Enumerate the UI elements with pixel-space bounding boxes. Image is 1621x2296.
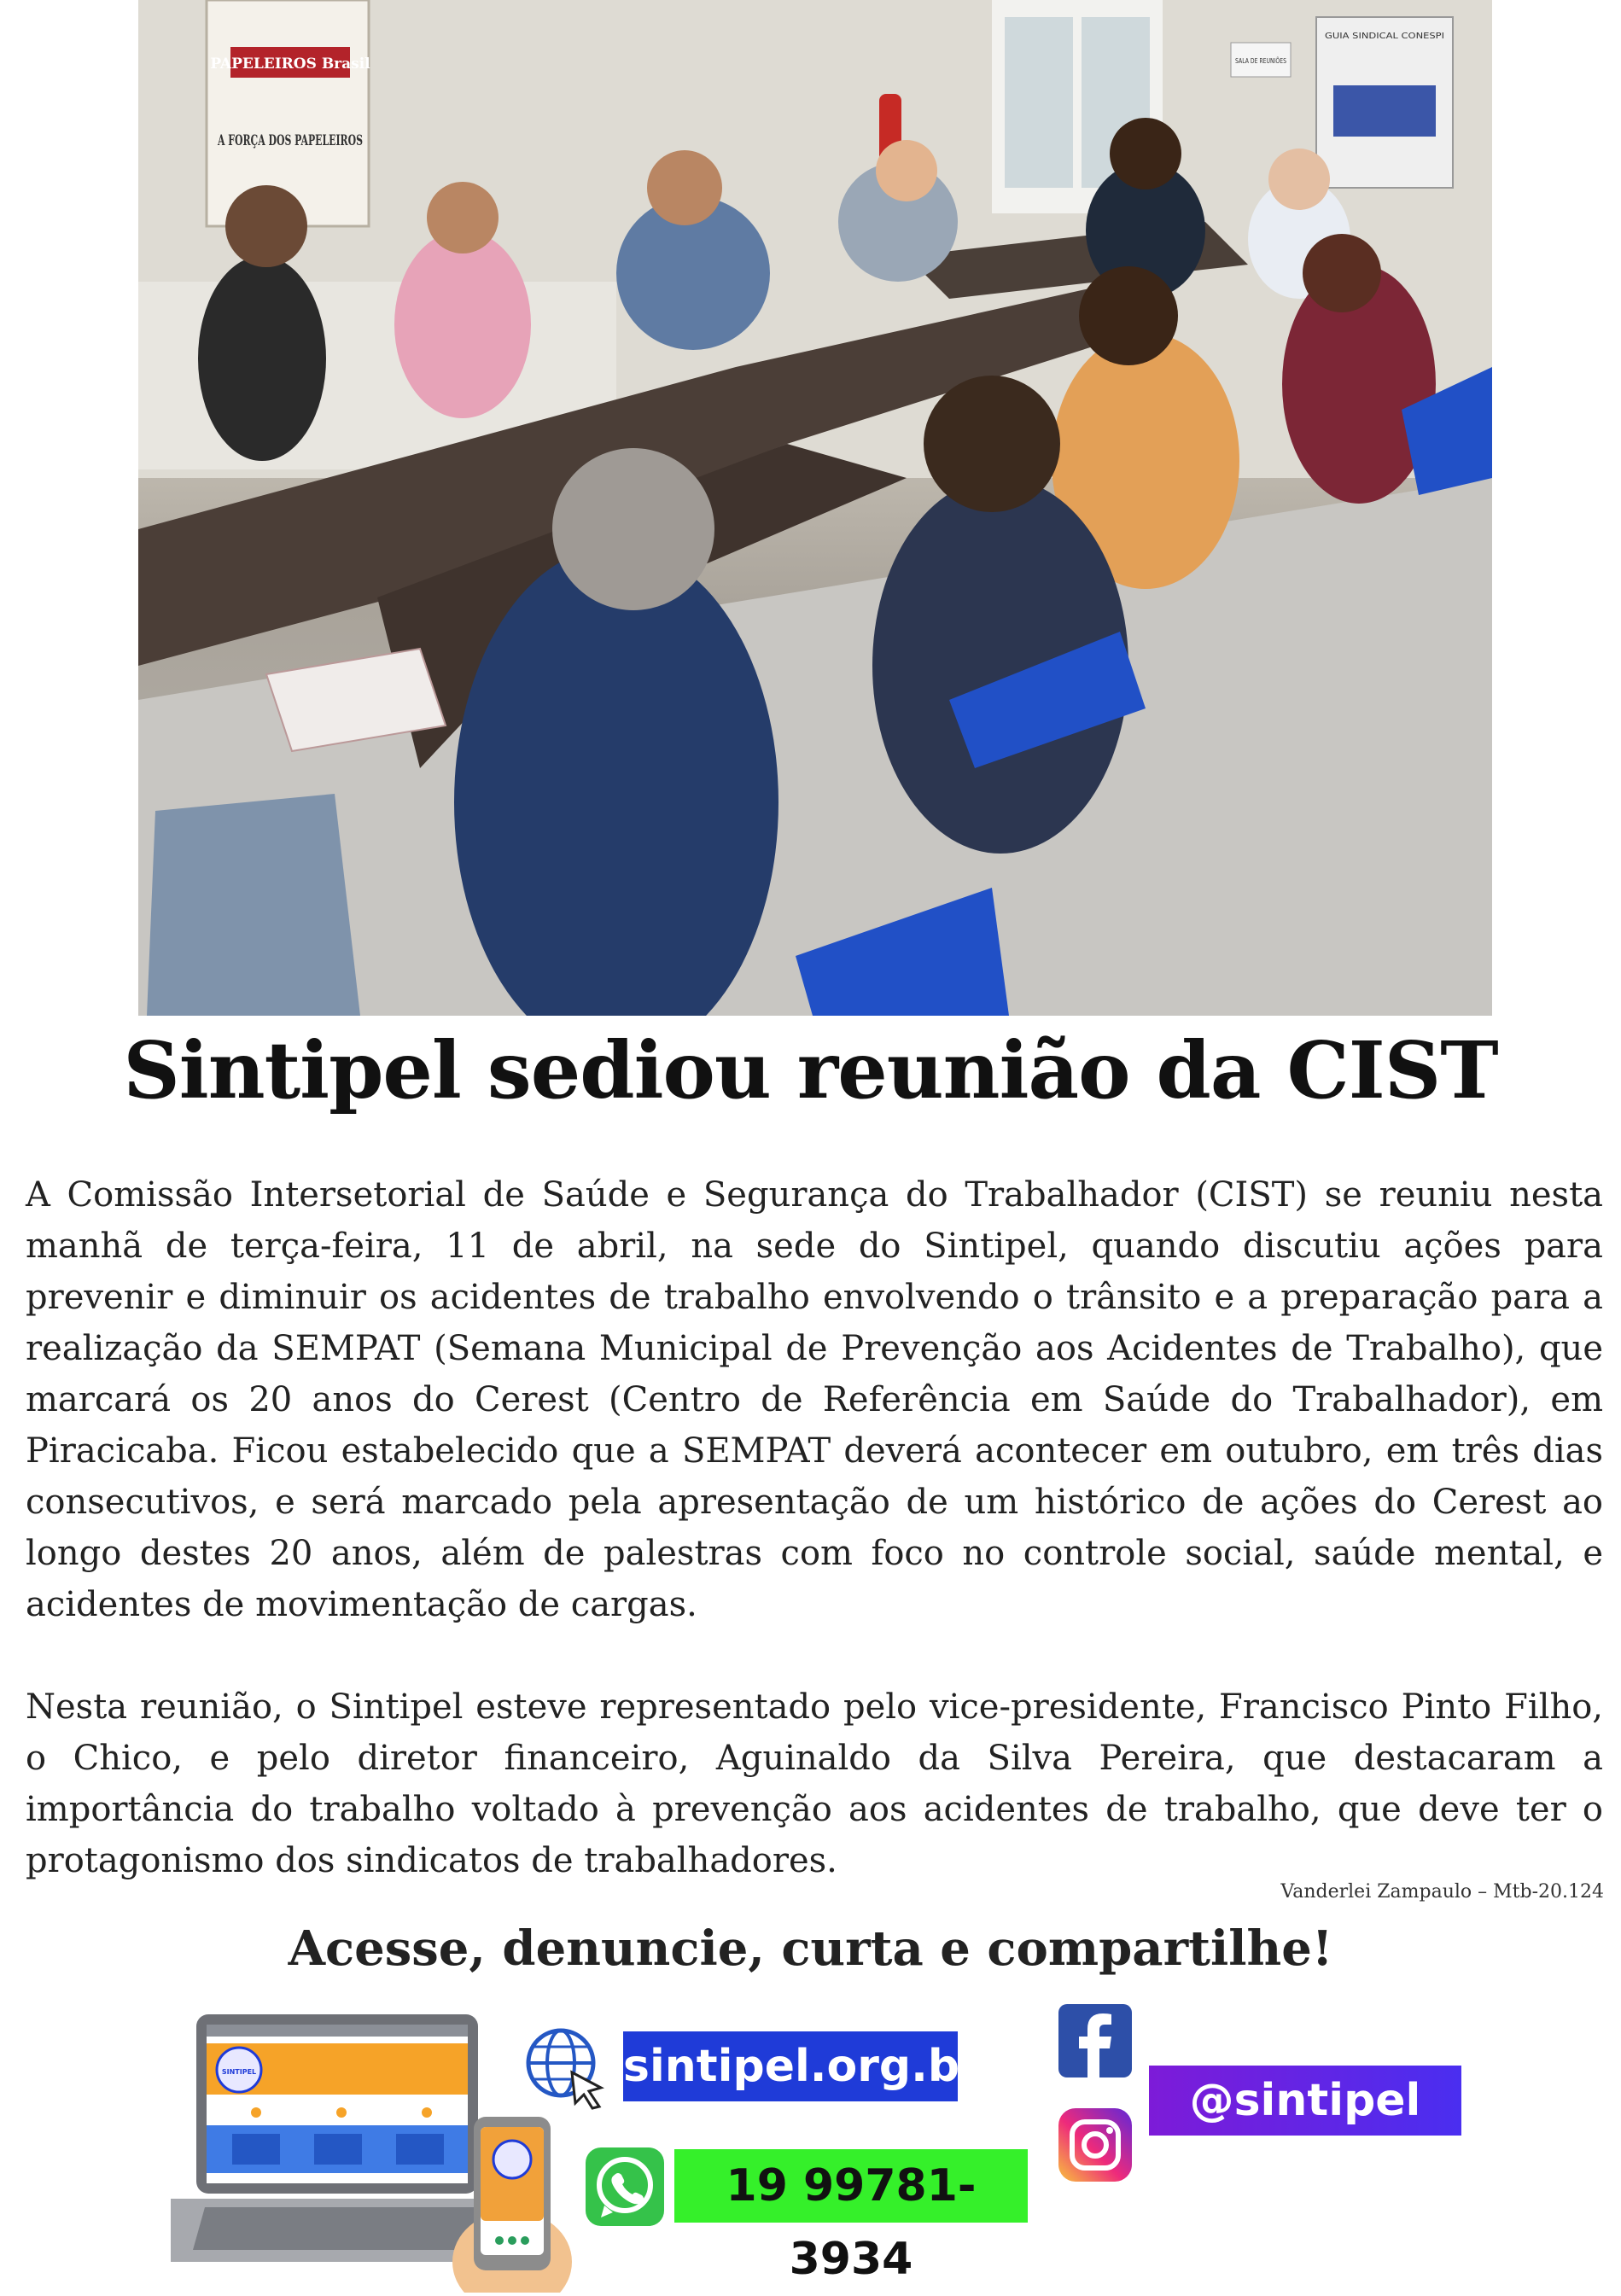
- guide-poster: [1316, 17, 1453, 188]
- article-headline: Sintipel sediou reunião da CIST: [123, 1024, 1498, 1116]
- social-handle[interactable]: @sintipel: [1149, 2066, 1461, 2136]
- meeting-photo-illustration: [138, 0, 1492, 1016]
- banner-slogan: A FORÇA DOS PAPELEIROS: [217, 132, 363, 149]
- article-body: [26, 1169, 1603, 1938]
- wall-sign: SALA DE REUNIÕES: [1235, 57, 1303, 65]
- website-link[interactable]: sintipel.org.br: [623, 2031, 958, 2101]
- poster-title: GUIA SINDICAL CONESPI: [1325, 32, 1444, 41]
- article-paragraph: A Comissão Intersetorial de Saúde e Segurança do Trabalhador (CIST) se reuniu nesta manhã de terça-feira, 11 de abril, na sede do Sintipel, quando discutiu ações para prevenir e diminuir os acidentes de trabalho envolvendo o trânsito e a preparação para a realização da SEMPAT (Semana Municipal de Prevenção aos Acidentes de Trabalho), que marcará os 20 anos do Cerest (Centro de Referência em Saúde do Trabalhador), em Piracicaba. Ficou estabelecido que a SEMPAT deverá acontecer em outubro, em três dias consecutivos, e será marcado pela apresentação de um histórico de ações do Cerest ao longo destes 20 anos, além de palestras com foco no controle social, saúde mental, e acidentes de movimentação de cargas.: [26, 1175, 1603, 1624]
- call-to-action: Acesse, denuncie, curta e compartilhe!: [288, 1920, 1333, 1977]
- banner-logo: PAPELEIROS Brasil: [210, 55, 370, 73]
- article-paragraph: Nesta reunião, o Sintipel esteve representado pelo vice-presidente, Francisco Pinto Filho, o Chico, e pelo diretor financeiro, Aguinaldo da Silva Pereira, que destacaram a importância do trabalho voltado à prevenção aos acidentes de trabalho, que deve ter o protagonismo dos sindicatos de trabalhadores.: [26, 1687, 1603, 1880]
- laptop-logo-text: SINTIPEL: [221, 2068, 257, 2076]
- meeting-photo: [138, 0, 1492, 1016]
- article-byline: Vanderlei Zampaulo – Mtb-20.124: [1280, 1881, 1604, 1903]
- whatsapp-icon: [582, 2144, 668, 2229]
- facebook-icon[interactable]: [1058, 2004, 1132, 2077]
- globe-icon: [522, 2025, 608, 2110]
- whatsapp-number[interactable]: 19 99781-3934: [674, 2149, 1028, 2223]
- instagram-icon[interactable]: [1058, 2108, 1132, 2182]
